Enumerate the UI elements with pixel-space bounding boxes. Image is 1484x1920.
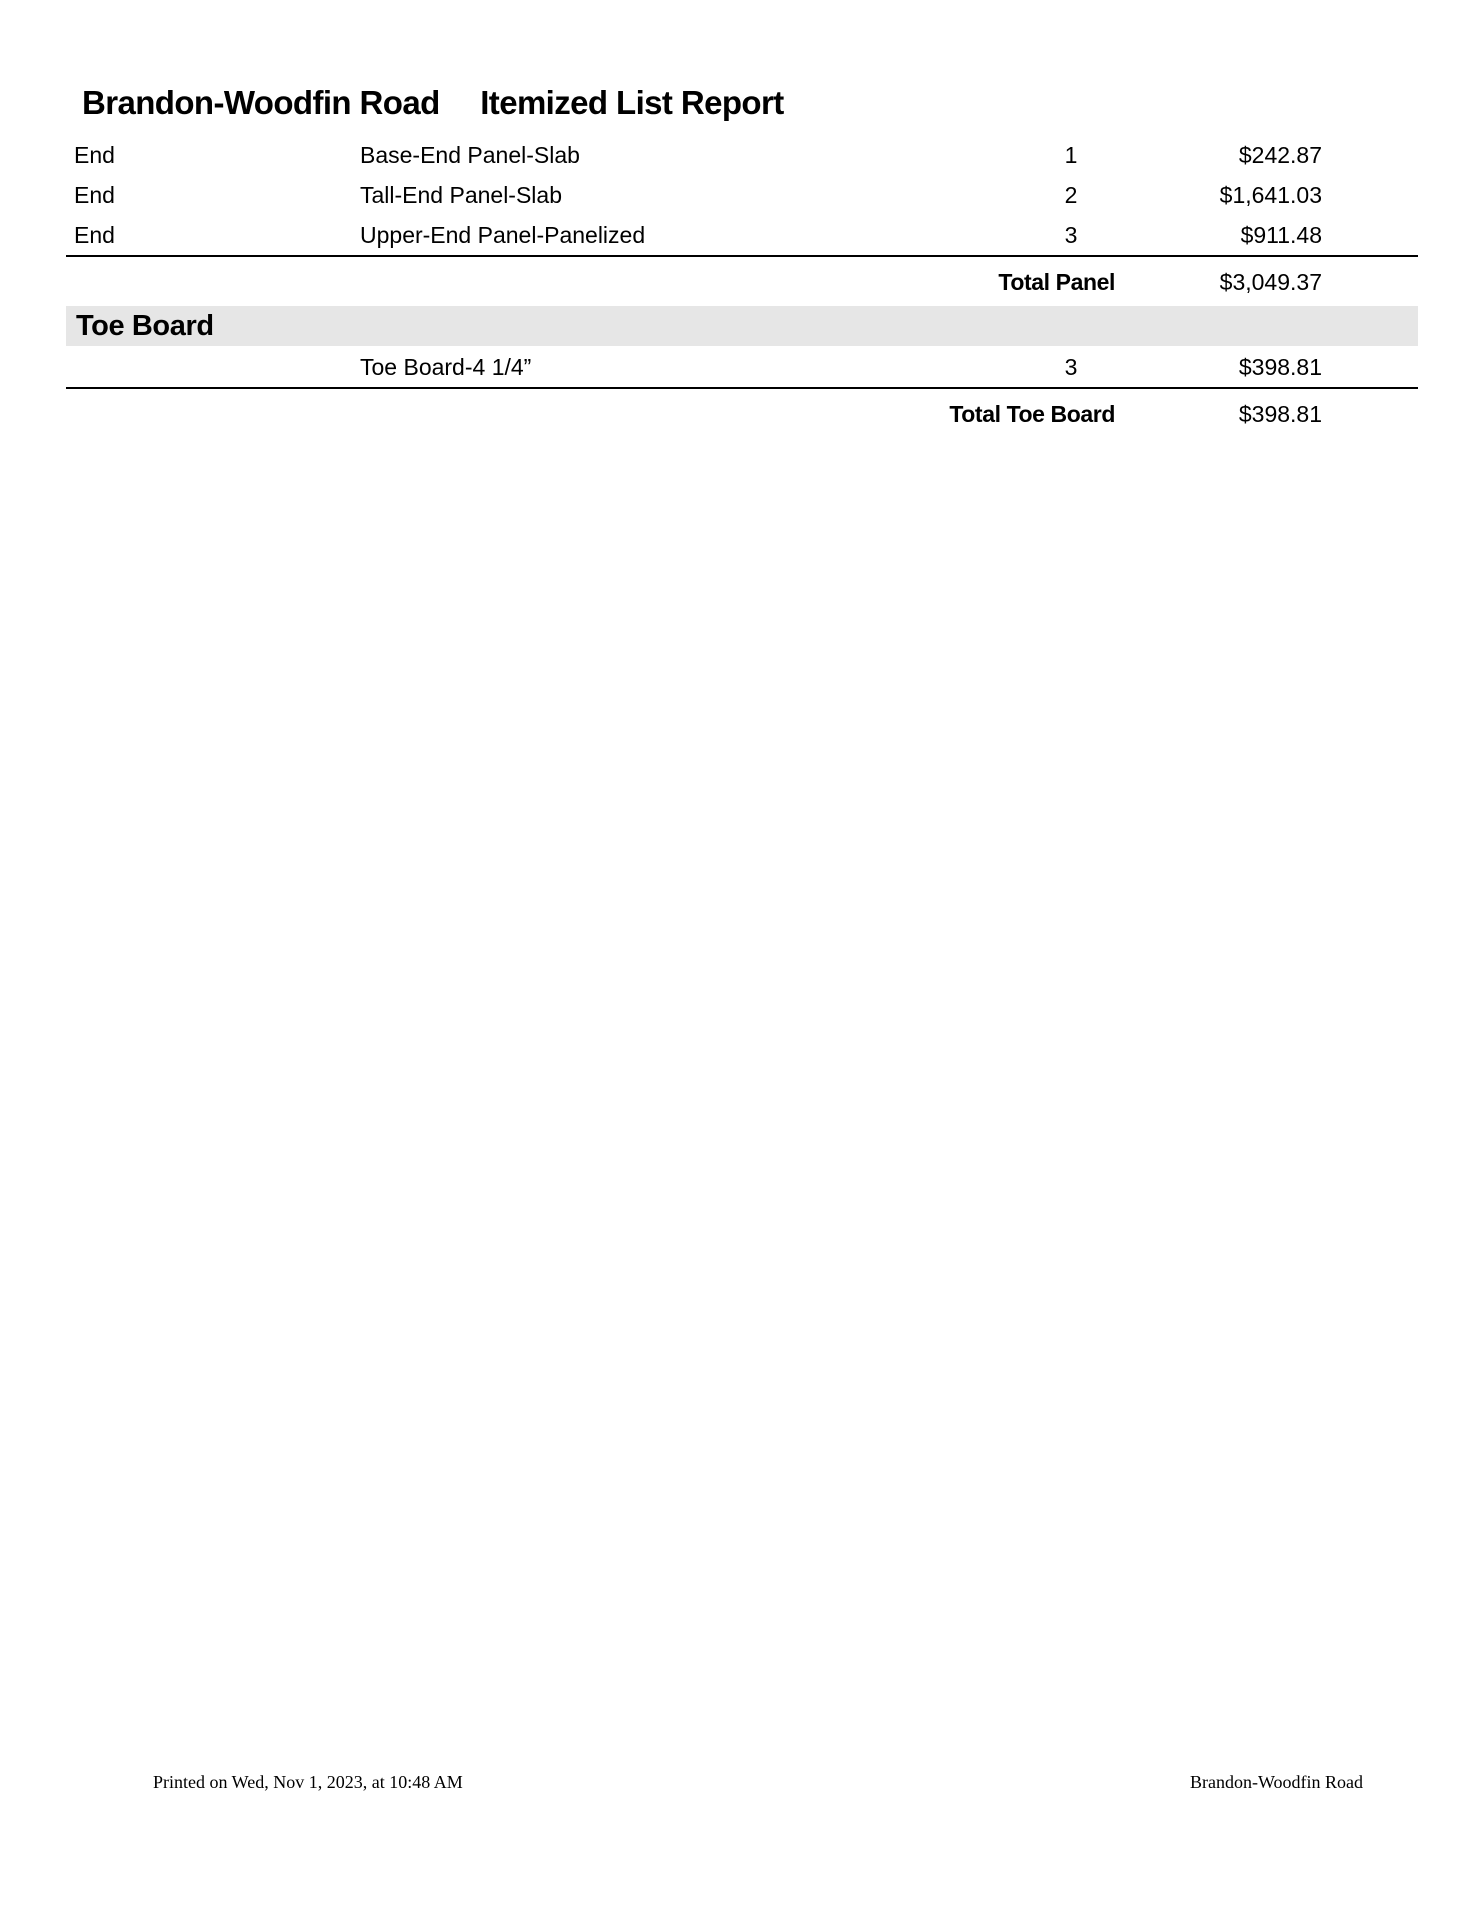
item-description: Upper-End Panel-Panelized: [360, 222, 646, 248]
project-title: Brandon-Woodfin Road: [82, 84, 440, 121]
table-row: [66, 175, 1418, 215]
item-category: End: [74, 182, 115, 208]
footer-project-name: Brandon-Woodfin Road: [1189, 1772, 1363, 1792]
section-title: Toe Board: [76, 310, 214, 342]
table-row: [66, 215, 1418, 255]
total-label: Total Toe Board: [949, 401, 1115, 427]
item-price: $398.81: [1238, 354, 1322, 380]
report-header: [82, 84, 784, 122]
item-description: Tall-End Panel-Slab: [360, 182, 563, 208]
section-total-row: [66, 394, 1418, 434]
total-label: Total Panel: [998, 269, 1115, 295]
item-price: $911.48: [1240, 222, 1322, 248]
item-description: Base-End Panel-Slab: [360, 142, 580, 168]
section-divider: [66, 387, 1418, 389]
total-value: $3,049.37: [1219, 269, 1322, 295]
report-title: Itemized List Report: [480, 84, 784, 121]
item-price: $242.87: [1238, 142, 1322, 168]
item-category: End: [74, 142, 115, 168]
item-quantity: 2: [1064, 182, 1078, 208]
item-price: $1,641.03: [1219, 182, 1322, 208]
total-value: $398.81: [1238, 401, 1322, 427]
item-quantity: 3: [1064, 222, 1078, 248]
item-quantity: 3: [1064, 354, 1078, 380]
table-row: [66, 135, 1418, 175]
section-divider: [66, 255, 1418, 257]
item-quantity: 1: [1064, 142, 1078, 168]
section-total-row: [66, 262, 1418, 302]
item-description: Toe Board-4 1/4”: [360, 354, 532, 380]
item-category: End: [74, 222, 115, 248]
section-header: [66, 306, 1418, 346]
printed-timestamp: Printed on Wed, Nov 1, 2023, at 10:48 AM: [153, 1772, 463, 1792]
table-row: [66, 347, 1418, 387]
